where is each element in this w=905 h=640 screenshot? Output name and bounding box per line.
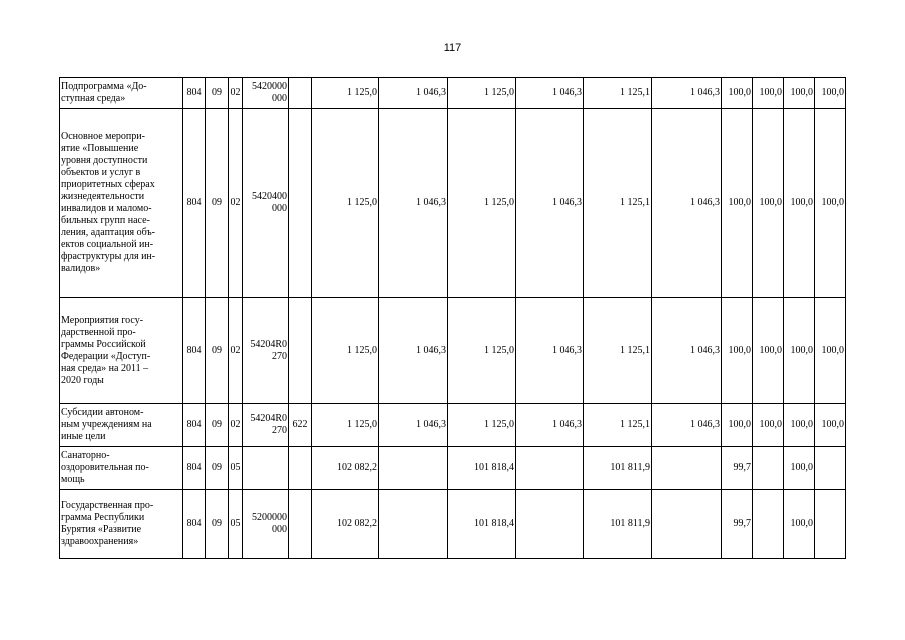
percent-cell-1: 99,7: [722, 490, 753, 559]
percent-cell-2: 100,0: [753, 78, 784, 109]
amount-cell-5: 1 125,1: [584, 404, 652, 447]
amount-cell-4: 1 046,3: [516, 298, 584, 404]
item-name-cell: Санаторно- оздоровительная по- мощь: [60, 447, 183, 490]
amount-cell-6: [652, 447, 722, 490]
percent-cell-1: 100,0: [722, 78, 753, 109]
table-row: [60, 78, 846, 109]
percent-cell-2: 100,0: [753, 298, 784, 404]
amount-cell-4: [516, 447, 584, 490]
amount-cell-5: 1 125,1: [584, 78, 652, 109]
subsection-code-cell: 05: [229, 447, 243, 490]
amount-cell-5: 101 811,9: [584, 490, 652, 559]
amount-cell-6: 1 046,3: [652, 109, 722, 298]
subsection-code-cell: 02: [229, 109, 243, 298]
amount-cell-1: 102 082,2: [312, 490, 379, 559]
amount-cell-3: 101 818,4: [448, 447, 516, 490]
ministry-code-cell: 804: [183, 404, 206, 447]
item-name-cell: Субсидии автоном- ным учреждениям на иные цели: [60, 404, 183, 447]
ministry-code-cell: 804: [183, 298, 206, 404]
amount-cell-2: 1 046,3: [379, 404, 448, 447]
target-article-cell: 5420000 000: [243, 78, 289, 109]
amount-cell-2: 1 046,3: [379, 78, 448, 109]
amount-cell-3: 1 125,0: [448, 298, 516, 404]
amount-cell-6: [652, 490, 722, 559]
expense-type-cell: [289, 447, 312, 490]
amount-cell-5: 101 811,9: [584, 447, 652, 490]
amount-cell-1: 1 125,0: [312, 109, 379, 298]
table-row: [60, 447, 846, 490]
subsection-code-cell: 02: [229, 78, 243, 109]
budget-table: [59, 77, 846, 559]
percent-cell-1: 100,0: [722, 404, 753, 447]
section-code-cell: 09: [206, 109, 229, 298]
table-row: [60, 404, 846, 447]
amount-cell-4: 1 046,3: [516, 404, 584, 447]
percent-cell-1: 100,0: [722, 109, 753, 298]
percent-cell-3: 100,0: [784, 78, 815, 109]
table-row: [60, 109, 846, 298]
expense-type-cell: [289, 109, 312, 298]
table-row: [60, 490, 846, 559]
amount-cell-1: 1 125,0: [312, 298, 379, 404]
amount-cell-3: 1 125,0: [448, 109, 516, 298]
target-article-cell: [243, 447, 289, 490]
amount-cell-3: 1 125,0: [448, 78, 516, 109]
subsection-code-cell: 05: [229, 490, 243, 559]
table-row: [60, 298, 846, 404]
expense-type-cell: [289, 298, 312, 404]
amount-cell-6: 1 046,3: [652, 298, 722, 404]
amount-cell-4: [516, 490, 584, 559]
amount-cell-6: 1 046,3: [652, 78, 722, 109]
percent-cell-3: 100,0: [784, 490, 815, 559]
amount-cell-4: 1 046,3: [516, 78, 584, 109]
amount-cell-1: 1 125,0: [312, 78, 379, 109]
percent-cell-3: 100,0: [784, 404, 815, 447]
percent-cell-4: 100,0: [815, 109, 846, 298]
target-article-cell: 5420400 000: [243, 109, 289, 298]
section-code-cell: 09: [206, 490, 229, 559]
amount-cell-2: 1 046,3: [379, 109, 448, 298]
amount-cell-4: 1 046,3: [516, 109, 584, 298]
percent-cell-4: 100,0: [815, 298, 846, 404]
amount-cell-2: 1 046,3: [379, 298, 448, 404]
section-code-cell: 09: [206, 447, 229, 490]
target-article-cell: 5200000 000: [243, 490, 289, 559]
percent-cell-2: [753, 490, 784, 559]
percent-cell-1: 100,0: [722, 298, 753, 404]
item-name-cell: Основное меропри- ятие «Повышение уровня доступности объектов и услуг в приоритетных сферах жизнедеятельности инвалидов и маломо- бильных групп насе- ления, адаптация объ- ектов социальной ин- фраструктуры для ин- валидов»: [60, 109, 183, 298]
percent-cell-3: 100,0: [784, 298, 815, 404]
percent-cell-4: 100,0: [815, 78, 846, 109]
target-article-cell: 54204R0 270: [243, 404, 289, 447]
percent-cell-2: [753, 447, 784, 490]
subsection-code-cell: 02: [229, 404, 243, 447]
amount-cell-2: [379, 447, 448, 490]
page-number: 117: [443, 42, 462, 54]
ministry-code-cell: 804: [183, 490, 206, 559]
section-code-cell: 09: [206, 404, 229, 447]
target-article-cell: 54204R0 270: [243, 298, 289, 404]
amount-cell-6: 1 046,3: [652, 404, 722, 447]
ministry-code-cell: 804: [183, 78, 206, 109]
percent-cell-3: 100,0: [784, 447, 815, 490]
amount-cell-5: 1 125,1: [584, 298, 652, 404]
item-name-cell: Подпрограмма «До- ступная среда»: [60, 78, 183, 109]
percent-cell-4: 100,0: [815, 404, 846, 447]
item-name-cell: Мероприятия госу- дарственной про- граммы Российской Федерации «Доступ- ная среда» на 2011 – 2020 годы: [60, 298, 183, 404]
percent-cell-4: [815, 447, 846, 490]
percent-cell-2: 100,0: [753, 109, 784, 298]
subsection-code-cell: 02: [229, 298, 243, 404]
percent-cell-2: 100,0: [753, 404, 784, 447]
expense-type-cell: [289, 490, 312, 559]
amount-cell-5: 1 125,1: [584, 109, 652, 298]
amount-cell-1: 102 082,2: [312, 447, 379, 490]
amount-cell-1: 1 125,0: [312, 404, 379, 447]
percent-cell-1: 99,7: [722, 447, 753, 490]
expense-type-cell: 622: [289, 404, 312, 447]
ministry-code-cell: 804: [183, 447, 206, 490]
percent-cell-4: [815, 490, 846, 559]
amount-cell-3: 1 125,0: [448, 404, 516, 447]
ministry-code-cell: 804: [183, 109, 206, 298]
percent-cell-3: 100,0: [784, 109, 815, 298]
section-code-cell: 09: [206, 78, 229, 109]
expense-type-cell: [289, 78, 312, 109]
amount-cell-3: 101 818,4: [448, 490, 516, 559]
amount-cell-2: [379, 490, 448, 559]
item-name-cell: Государственная про- грамма Республики Бурятия «Развитие здравоохранения»: [60, 490, 183, 559]
section-code-cell: 09: [206, 298, 229, 404]
